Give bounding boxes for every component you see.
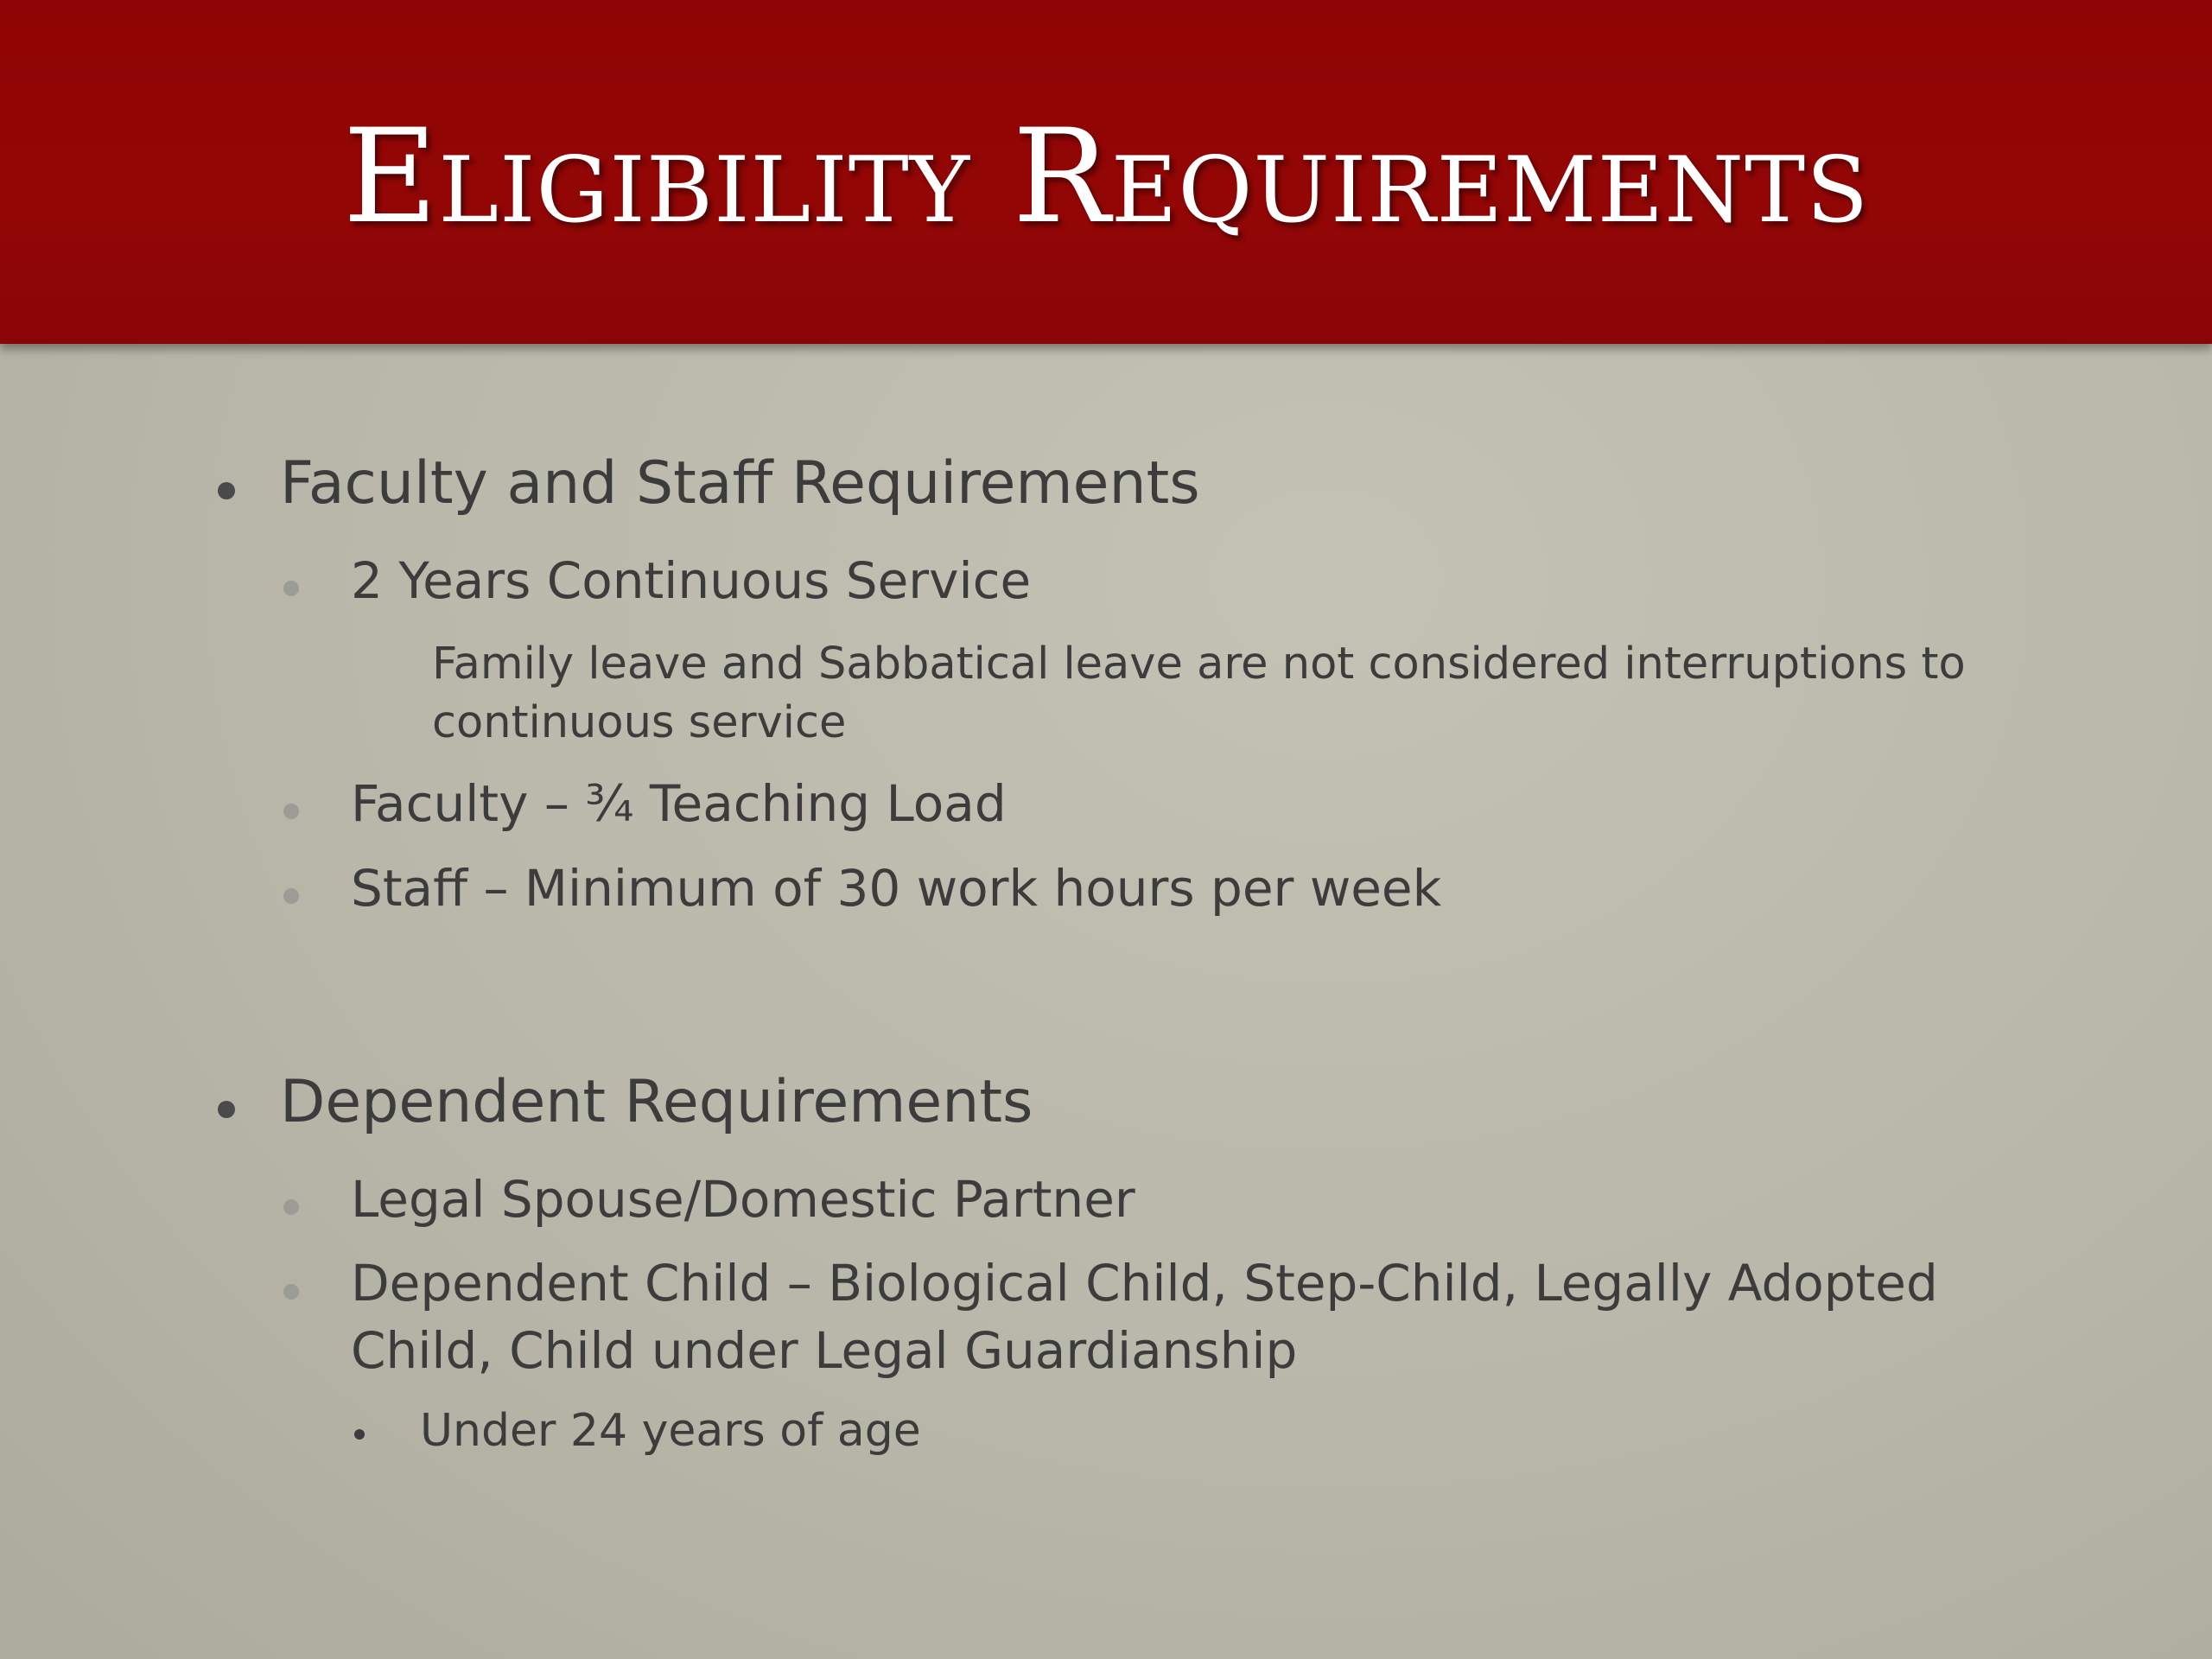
bullet-icon bbox=[283, 804, 299, 819]
note-line-1: Family leave and Sabbatical leave are not considered interruptions to bbox=[432, 639, 1966, 690]
title-bar bbox=[0, 0, 2212, 344]
bullet-icon bbox=[283, 1199, 299, 1215]
section-heading-label: Faculty and Staff Requirements bbox=[280, 449, 1200, 518]
list-item-label: Faculty – ¾ Teaching Load bbox=[351, 774, 1007, 833]
list-item-label-line-1: Dependent Child – Biological Child, Step-Child, Legally Adopted bbox=[351, 1254, 1938, 1313]
bullet-icon bbox=[218, 1101, 235, 1118]
list-item-label-line-2: Child, Child under Legal Guardianship bbox=[351, 1321, 1298, 1380]
bullet-icon bbox=[218, 482, 235, 499]
list-item-label: 2 Years Continuous Service bbox=[351, 551, 1032, 610]
bullet-icon bbox=[283, 888, 299, 904]
note-line-2: continuous service bbox=[432, 697, 847, 748]
bullet-icon bbox=[354, 1429, 365, 1440]
bullet-icon bbox=[283, 1284, 299, 1300]
bullet-icon bbox=[283, 581, 299, 596]
note-leave bbox=[432, 635, 1966, 753]
list-item-label: Staff – Minimum of 30 work hours per week bbox=[351, 859, 1442, 918]
list-item-label: Legal Spouse/Domestic Partner bbox=[351, 1170, 1135, 1229]
slide-title: Eligibility Requirements bbox=[342, 102, 1870, 252]
section-heading-label: Dependent Requirements bbox=[280, 1068, 1033, 1136]
sub-item-label: Under 24 years of age bbox=[420, 1405, 921, 1457]
